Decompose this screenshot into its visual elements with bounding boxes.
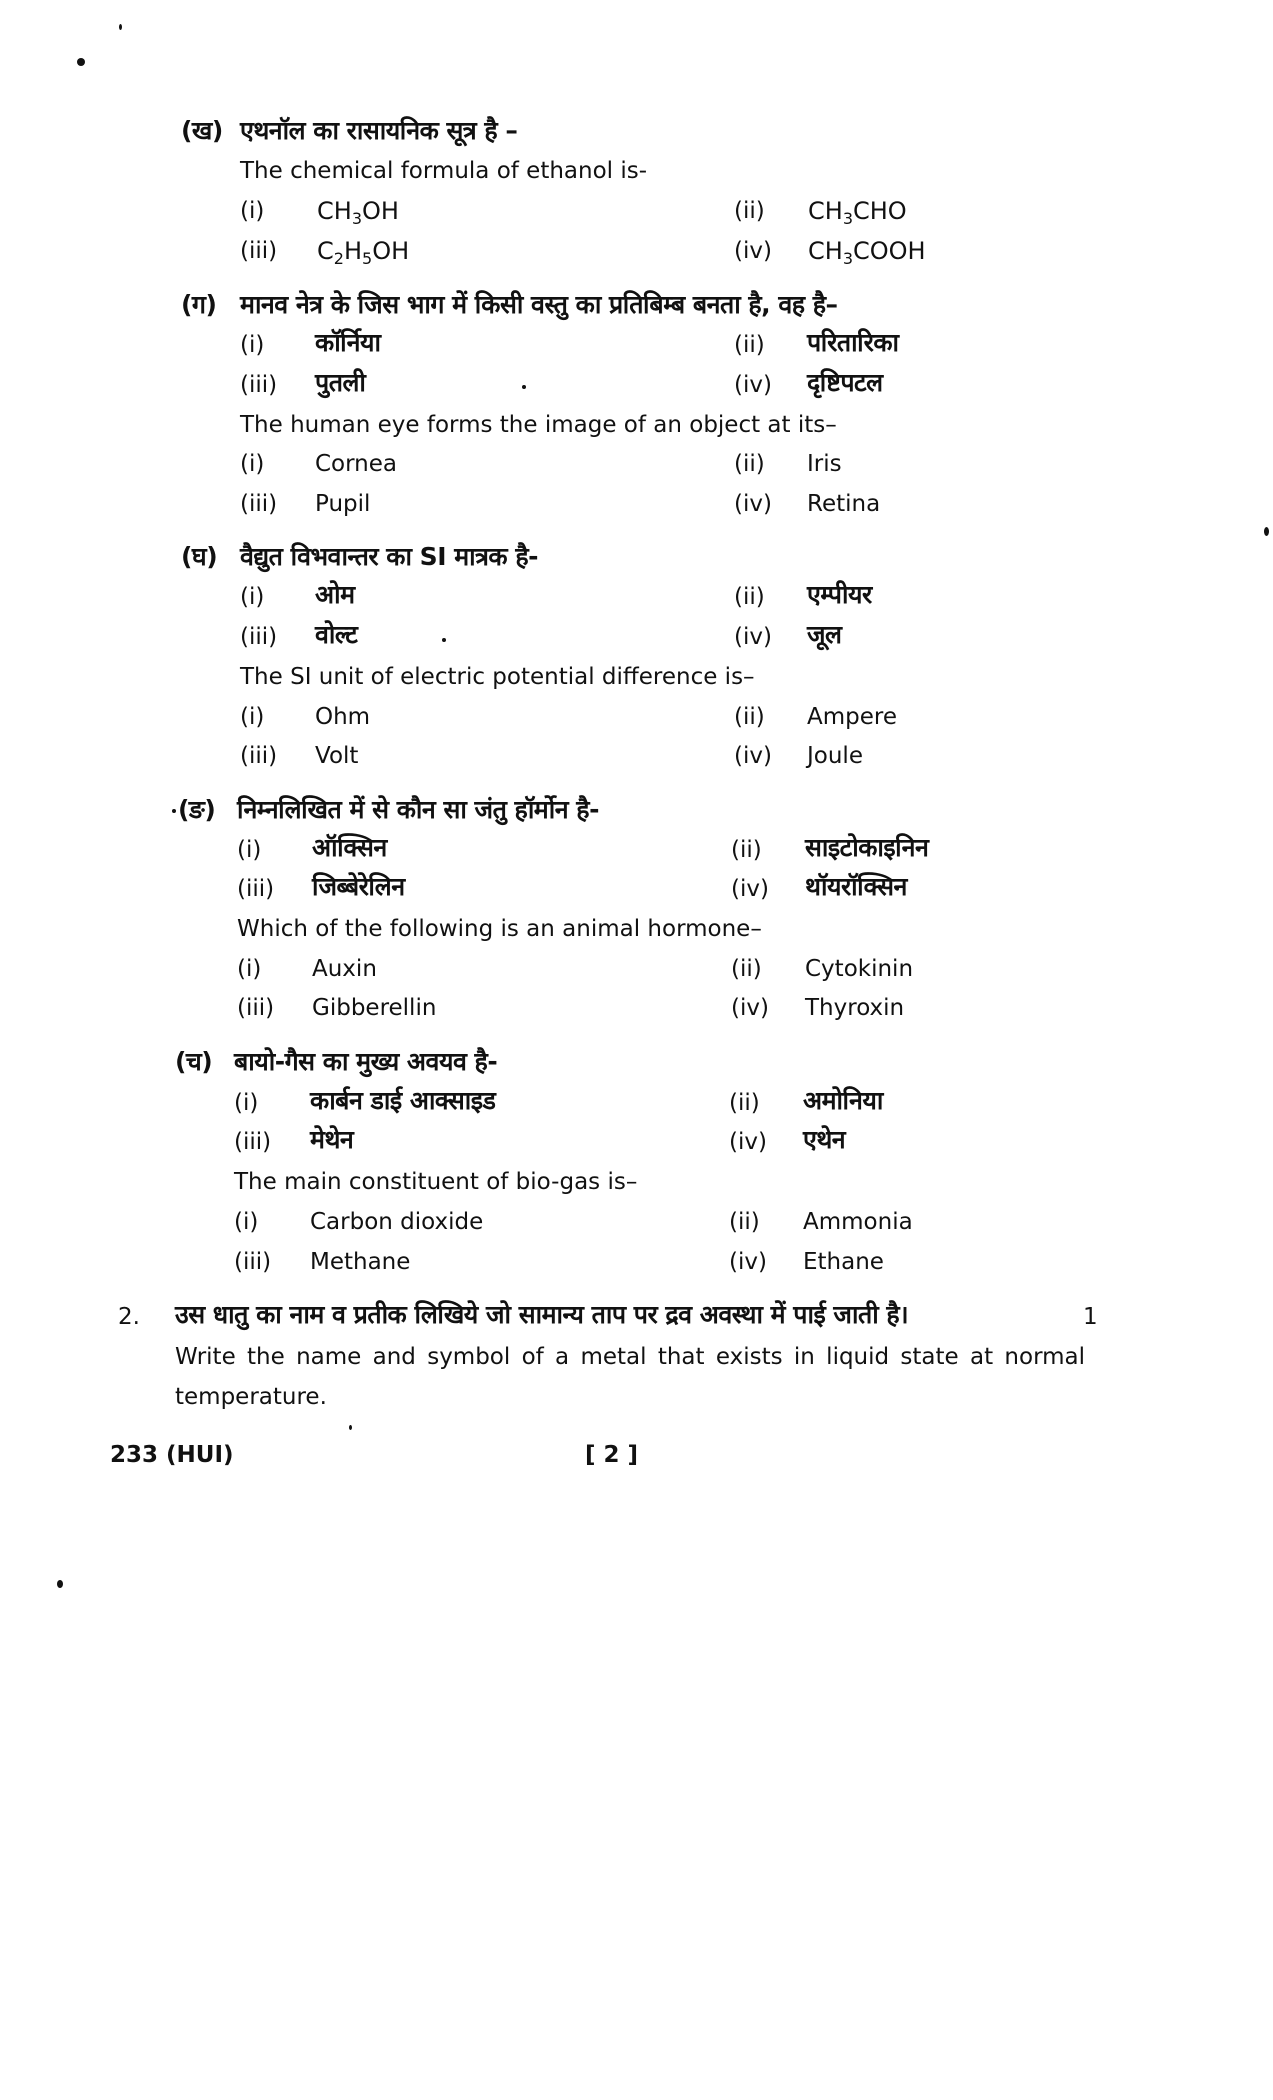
option-value: थॉयरॉक्सिन xyxy=(805,872,907,901)
option-label: (iii) xyxy=(234,1129,272,1155)
option-label: (ii) xyxy=(729,1209,760,1235)
option-value: एम्पीयर xyxy=(807,580,872,609)
question-hindi: वैद्युत विभवान्तर का SI मात्रक है- xyxy=(240,542,538,571)
question-prefix: (ख) xyxy=(181,116,223,145)
option-label: (iii) xyxy=(240,491,278,517)
question-hindi: निम्नलिखित में से कौन सा जंतु हॉर्मोन है- xyxy=(237,795,599,824)
option-label: (i) xyxy=(240,332,265,358)
option-label: (iii) xyxy=(234,1249,272,1275)
question-english: The main constituent of bio-gas is– xyxy=(234,1169,638,1195)
scan-speck xyxy=(1264,527,1269,536)
option-value: Auxin xyxy=(312,956,377,982)
option-label: (iv) xyxy=(729,1129,767,1155)
option-value: ओम xyxy=(315,580,355,609)
option-label: (iii) xyxy=(240,238,278,264)
option-value: Iris xyxy=(807,451,842,477)
option-label: (ii) xyxy=(729,1090,760,1116)
question-number: 2. xyxy=(118,1304,140,1330)
question-prefix: (घ) xyxy=(181,542,218,571)
option-label: (ii) xyxy=(734,704,765,730)
scan-speck xyxy=(442,638,446,642)
option-label: (iii) xyxy=(240,372,278,398)
option-label: (i) xyxy=(240,198,265,224)
option-label: (iv) xyxy=(734,624,772,650)
option-label: (i) xyxy=(234,1209,259,1235)
option-label: (iv) xyxy=(729,1249,767,1275)
option-value: एथेन xyxy=(803,1125,846,1154)
option-label: (i) xyxy=(234,1090,259,1116)
option-label: (i) xyxy=(237,956,262,982)
option-label: (ii) xyxy=(734,451,765,477)
option-value: Cornea xyxy=(315,451,398,477)
question-prefix: (ग) xyxy=(181,290,217,319)
option-value: Gibberellin xyxy=(312,995,437,1021)
page-number: [ 2 ] xyxy=(585,1442,639,1468)
scan-speck xyxy=(77,58,85,66)
question-hindi: एथनॉल का रासायनिक सूत्र है – xyxy=(240,116,518,145)
option-value: ऑक्सिन xyxy=(312,833,387,862)
scan-speck xyxy=(119,24,122,30)
question-hindi: बायो-गैस का मुख्य अवयव है- xyxy=(234,1047,498,1076)
option-value: $CH_3COOH$ xyxy=(808,237,926,268)
option-value: $C_2H_5OH$ xyxy=(317,237,410,268)
question-english-line2: temperature. xyxy=(175,1384,327,1410)
option-value: Thyroxin xyxy=(805,995,905,1021)
question-prefix: (ङ) xyxy=(178,795,216,824)
option-value: Ohm xyxy=(315,704,371,730)
question-english: Which of the following is an animal hormone– xyxy=(237,916,762,942)
option-label: (ii) xyxy=(734,198,765,224)
option-label: (iv) xyxy=(734,743,772,769)
option-value: $CH_3OH$ xyxy=(317,197,399,228)
option-label: (iv) xyxy=(731,876,769,902)
option-value: मेथेन xyxy=(310,1125,354,1154)
option-value: $CH_3CHO$ xyxy=(808,197,907,228)
scan-speck xyxy=(172,809,176,813)
question-english: The SI unit of electric potential difference is– xyxy=(240,664,755,690)
option-label: (ii) xyxy=(731,837,762,863)
option-value: वोल्ट xyxy=(315,620,358,649)
option-label: (i) xyxy=(240,451,265,477)
option-value: कॉर्निया xyxy=(315,328,381,357)
option-label: (iv) xyxy=(731,995,769,1021)
option-value: परितारिका xyxy=(807,328,899,357)
option-label: (i) xyxy=(240,584,265,610)
option-value: Cytokinin xyxy=(805,956,914,982)
question-english-line1: Write the name and symbol of a metal that exists in liquid state at normal xyxy=(175,1344,1086,1370)
option-value: Carbon dioxide xyxy=(310,1209,484,1235)
option-value: Ammonia xyxy=(803,1209,913,1235)
option-value: Pupil xyxy=(315,491,371,517)
paper-code: 233 (HUI) xyxy=(110,1442,234,1468)
option-label: (iii) xyxy=(240,624,278,650)
scan-speck xyxy=(522,385,526,389)
option-value: साइटोकाइनिन xyxy=(805,833,929,862)
option-label: (iv) xyxy=(734,238,772,264)
option-label: (ii) xyxy=(734,332,765,358)
option-label: (iv) xyxy=(734,491,772,517)
question-marks: 1 xyxy=(1083,1304,1098,1330)
option-value: Ampere xyxy=(807,704,897,730)
option-value: Ethane xyxy=(803,1249,884,1275)
option-value: कार्बन डाई आक्साइड xyxy=(310,1086,496,1115)
option-value: Volt xyxy=(315,743,359,769)
option-label: (iii) xyxy=(237,995,275,1021)
option-label: (ii) xyxy=(731,956,762,982)
option-value: जिब्बेरेलिन xyxy=(312,872,405,901)
option-label: (iii) xyxy=(237,876,275,902)
question-english: The human eye forms the image of an object at its– xyxy=(240,412,837,438)
option-value: पुतली xyxy=(315,368,366,397)
option-value: जूल xyxy=(807,620,842,649)
option-label: (i) xyxy=(240,704,265,730)
option-value: अमोनिया xyxy=(803,1086,883,1115)
question-english: The chemical formula of ethanol is- xyxy=(240,158,648,184)
scan-speck xyxy=(57,1580,63,1588)
option-value: Retina xyxy=(807,491,881,517)
scan-speck xyxy=(349,1425,352,1430)
option-label: (i) xyxy=(237,837,262,863)
option-label: (iii) xyxy=(240,743,278,769)
question-hindi: उस धातु का नाम व प्रतीक लिखिये जो सामान्य ताप पर द्रव अवस्था में पाई जाती है। xyxy=(175,1300,909,1329)
option-value: Methane xyxy=(310,1249,411,1275)
option-value: दृष्टिपटल xyxy=(807,368,883,397)
option-label: (iv) xyxy=(734,372,772,398)
option-value: Joule xyxy=(807,743,863,769)
option-label: (ii) xyxy=(734,584,765,610)
question-prefix: (च) xyxy=(175,1047,213,1076)
question-hindi: मानव नेत्र के जिस भाग में किसी वस्तु का प्रतिबिम्ब बनता है, वह है– xyxy=(240,290,838,319)
